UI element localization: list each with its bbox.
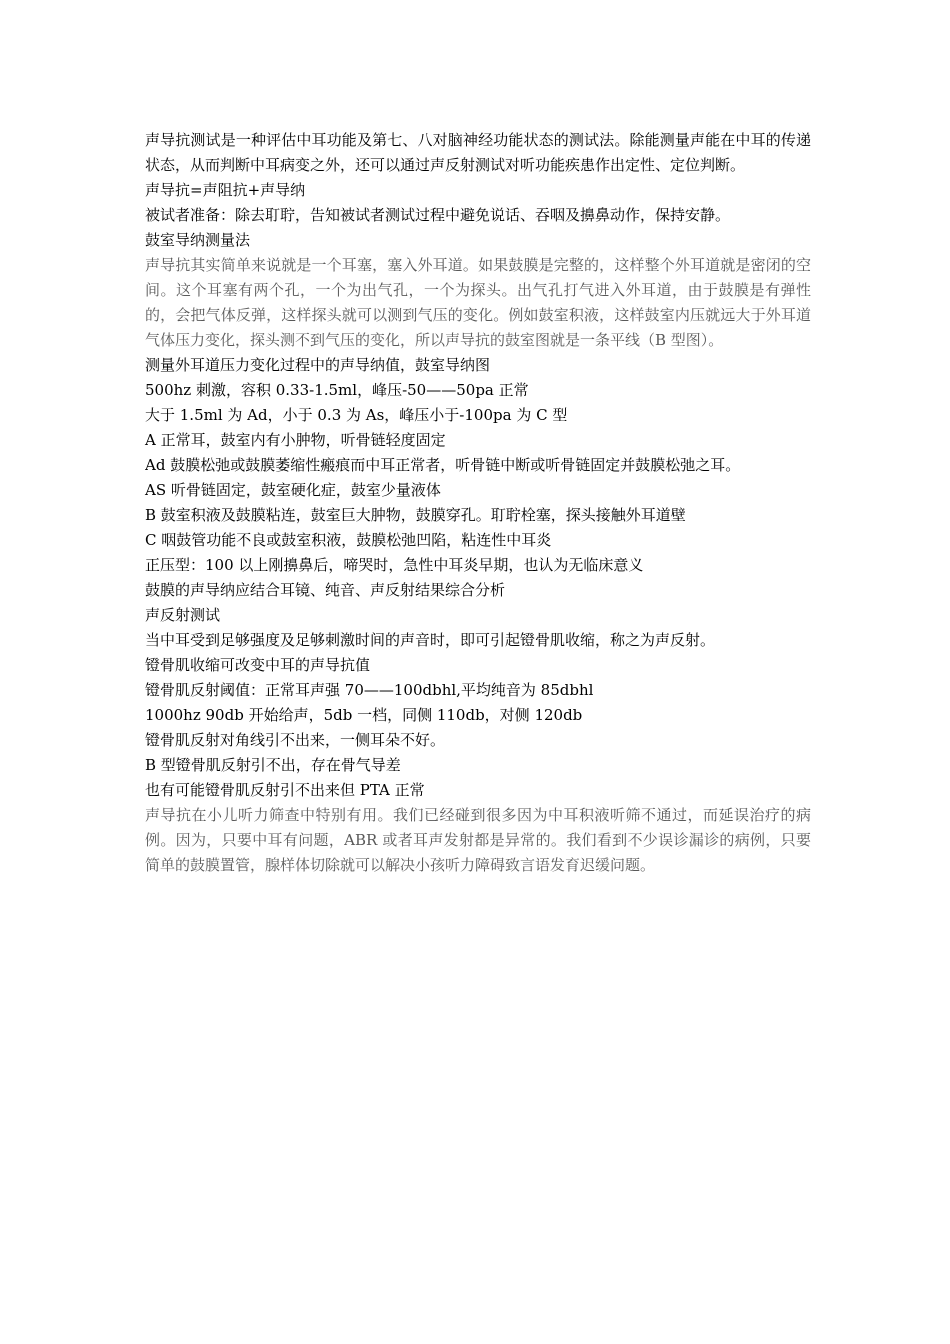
- document-page: [145, 128, 811, 878]
- paragraph-type-b-reflex: B 型镫骨肌反射引不出，存在骨气导差: [145, 756, 401, 774]
- paragraph-type-c: C 咽鼓管功能不良或鼓室积液，鼓膜松弛凹陷，粘连性中耳炎: [145, 531, 552, 549]
- paragraph-positive-pressure: 正压型：100 以上刚擤鼻后，啼哭时，急性中耳炎早期，也认为无临床意义: [145, 556, 644, 574]
- paragraph-stapedius-effect: 镫骨肌收缩可改变中耳的声导抗值: [145, 656, 371, 674]
- paragraph-acoustic-reflex-definition: 当中耳受到足够强度及足够刺激时间的声音时，即可引起镫骨肌收缩，称之为声反射。: [145, 631, 716, 649]
- paragraph-tympanometry-explanation: 声导抗其实简单来说就是一个耳塞，塞入外耳道。如果鼓膜是完整的，这样整个外耳道就是密闭的空间。这个耳塞有两个孔，一个为出气孔，一个为探头。出气孔打气进入外耳道，由于鼓膜是有弹性的，会把气体反弹，这样探头就可以测到气压的变化。例如鼓室积液，这样鼓室内压就远大于外耳道气体压力变化，探头测不到气压的变化，所以声导抗的鼓室图就是一条平线（B 型图）。: [145, 256, 811, 349]
- paragraph-diagonal-reflex: 镫骨肌反射对角线引不出来，一侧耳朵不好。: [145, 731, 446, 749]
- section-heading-acoustic-reflex: 声反射测试: [145, 606, 221, 624]
- paragraph-pta-normal: 也有可能镫骨肌反射引不出来但 PTA 正常: [145, 781, 425, 799]
- paragraph-formula: 声导抗=声阻抗+声导纳: [145, 181, 306, 199]
- paragraph-type-as: AS 听骨链固定，鼓室硬化症，鼓室少量液体: [145, 481, 441, 499]
- paragraph-intro: 声导抗测试是一种评估中耳功能及第七、八对脑神经功能状态的测试法。除能测量声能在中耳的传递状态，从而判断中耳病变之外，还可以通过声反射测试对听功能疾患作出定性、定位判断。: [145, 131, 811, 174]
- paragraph-type-ad: Ad 鼓膜松弛或鼓膜萎缩性瘢痕而中耳正常者，听骨链中断或听骨链固定并鼓膜松弛之耳。: [145, 456, 741, 474]
- paragraph-normal-range: 500hz 刺激，容积 0.33-1.5ml，峰压-50——50pa 正常: [145, 381, 529, 399]
- paragraph-type-a: A 正常耳，鼓室内有小肿物，听骨链轻度固定: [145, 431, 446, 449]
- paragraph-type-b: B 鼓室积液及鼓膜粘连，鼓室巨大肿物，鼓膜穿孔。耵聍栓塞，探头接触外耳道壁: [145, 506, 686, 524]
- paragraph-combined-analysis: 鼓膜的声导纳应结合耳镜、纯音、声反射结果综合分析: [145, 581, 506, 599]
- paragraph-tympanogram-definition: 测量外耳道压力变化过程中的声导纳值，鼓室导纳图: [145, 356, 491, 374]
- section-heading-tympanometry: 鼓室导纳测量法: [145, 231, 251, 249]
- paragraph-type-thresholds: 大于 1.5ml 为 Ad，小于 0.3 为 As，峰压小于-100pa 为 C 型: [145, 406, 568, 424]
- paragraph-subject-preparation: 被试者准备：除去耵聍，告知被试者测试过程中避免说话、吞咽及擤鼻动作，保持安静。: [145, 206, 731, 224]
- paragraph-pediatric-screening: 声导抗在小儿听力筛查中特别有用。我们已经碰到很多因为中耳积液听筛不通过，而延误治疗的病例。因为，只要中耳有问题，ABR 或者耳声发射都是异常的。我们看到不少误诊漏诊的病例，只要简单的鼓膜置管，腺样体切除就可以解决小孩听力障碍致言语发育迟缓问题。: [145, 806, 811, 874]
- paragraph-reflex-threshold: 镫骨肌反射阈值：正常耳声强 70——100dbhl,平均纯音为 85dbhl: [145, 681, 594, 699]
- paragraph-test-procedure: 1000hz 90db 开始给声，5db 一档，同侧 110db，对侧 120db: [145, 706, 583, 724]
